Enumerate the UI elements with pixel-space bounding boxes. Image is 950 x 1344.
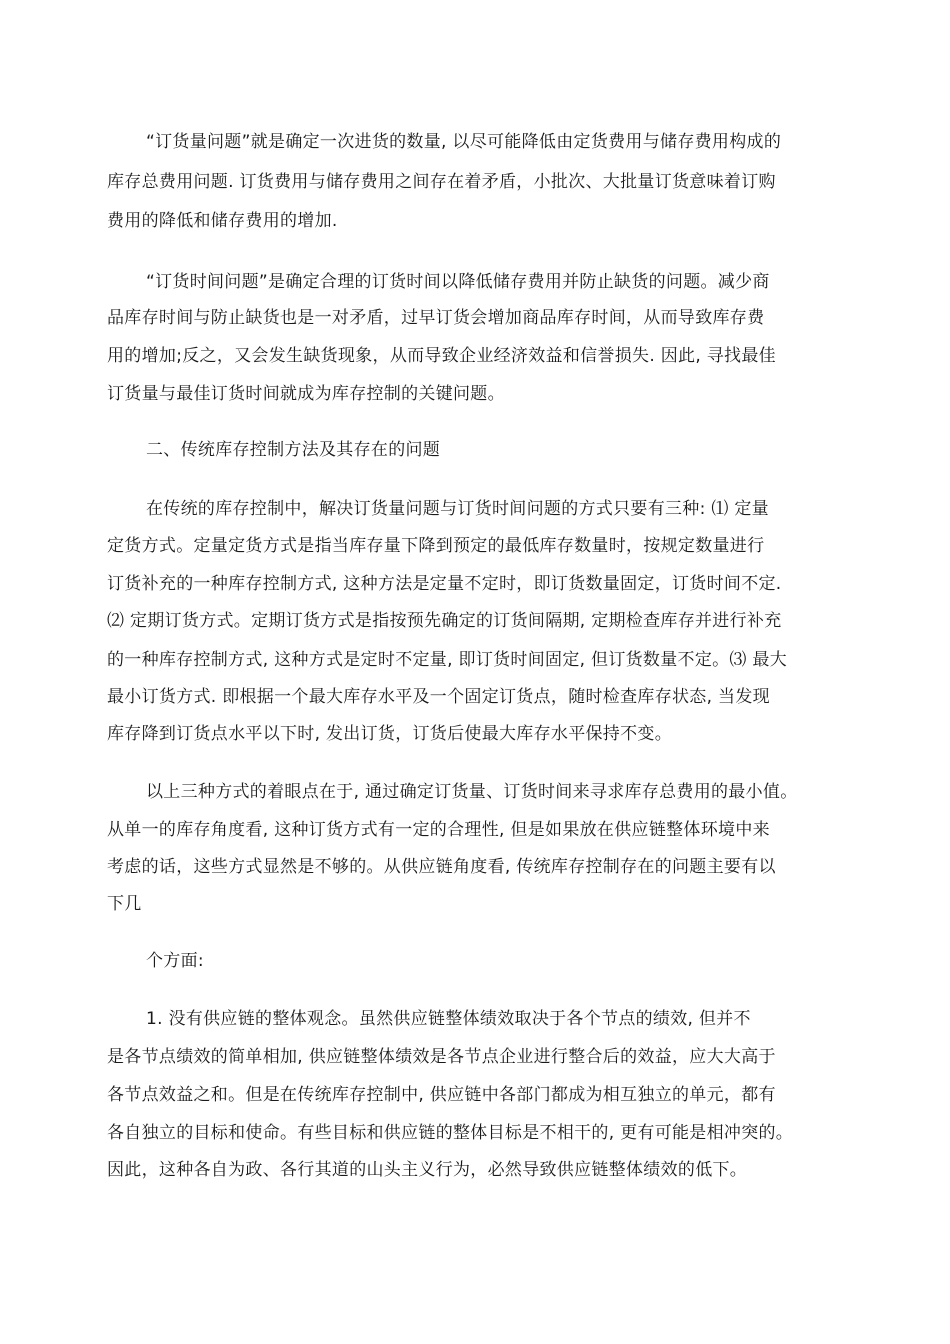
text-line: “订货时间问题”是确定合理的订货时间以降低储存费用并防止缺货的问题。减少商 (146, 272, 770, 292)
text-line: 因此，这种各自为政、各行其道的山头主义行为，必然导致供应链整体绩效的低下。 (107, 1160, 748, 1180)
text-line: “订货量问题”就是确定一次进货的数量, 以尽可能降低由定货费用与储存费用构成的 (146, 132, 782, 152)
text-line: 从单一的库存角度看, 这种订货方式有一定的合理性, 但是如果放在供应链整体环境中来 (107, 820, 770, 840)
text-line: 订货补充的一种库存控制方式, 这种方法是定量不定时，即订货数量固定，订货时间不定. (107, 574, 782, 594)
text-line: 以上三种方式的着眼点在于, 通过确定订货量、订货时间来寻求库存总费用的最小值。 (146, 782, 798, 802)
text-line: 库存总费用问题. 订货费用与储存费用之间存在着矛盾，小批次、大批量订货意味着订购 (107, 172, 776, 192)
text-line: 定货方式。定量定货方式是指当库存量下降到预定的最低库存数量时，按规定数量进行 (107, 536, 765, 556)
text-line: 是各节点绩效的简单相加, 供应链整体绩效是各节点企业进行整合后的效益，应大大高于 (107, 1047, 776, 1067)
text-line: 下几 (107, 894, 142, 914)
text-line: 库存降到订货点水平以下时, 发出订货，订货后使最大库存水平保持不变。 (107, 724, 673, 744)
text-line: 各自独立的目标和使命。有些目标和供应链的整体目标是不相干的, 更有可能是相冲突的。 (107, 1123, 794, 1143)
list-item-1: 1. 没有供应链的整体观念。虽然供应链整体绩效取决于各个节点的绩效, 但并不 (146, 1009, 751, 1029)
section-heading: 二、传统库存控制方法及其存在的问题 (146, 440, 441, 460)
text-line: 最小订货方式. 即根据一个最大库存水平及一个固定订货点，随时检查库存状态, 当发现 (107, 687, 770, 707)
text-line: 的一种库存控制方式, 这种方式是定时不定量, 即订货时间固定, 但订货数量不定。⑶ 最大 (107, 650, 788, 670)
text-line: ⑵ 定期订货方式。定期订货方式是指按预先确定的订货间隔期, 定期检查库存并进行补充 (107, 611, 782, 631)
text-line: 考虑的话，这些方式显然是不够的。从供应链角度看, 传统库存控制存在的问题主要有以 (107, 857, 776, 877)
text-line: 订货量与最佳订货时间就成为库存控制的关键问题。 (107, 384, 505, 404)
text-line: 个方面: (146, 951, 204, 971)
text-line: 在传统的库存控制中，解决订货量问题与订货时间问题的方式只要有三种: ⑴ 定量 (146, 499, 769, 519)
text-line: 用的增加;反之，又会发生缺货现象，从而导致企业经济效益和信誉损失. 因此, 寻找最佳 (107, 346, 776, 366)
text-line: 各节点效益之和。但是在传统库存控制中, 供应链中各部门都成为相互独立的单元，都有 (107, 1085, 776, 1105)
text-line: 费用的降低和储存费用的增加. (107, 211, 338, 231)
text-line: 品库存时间与防止缺货也是一对矛盾，过早订货会增加商品库存时间，从而导致库存费 (107, 308, 765, 328)
